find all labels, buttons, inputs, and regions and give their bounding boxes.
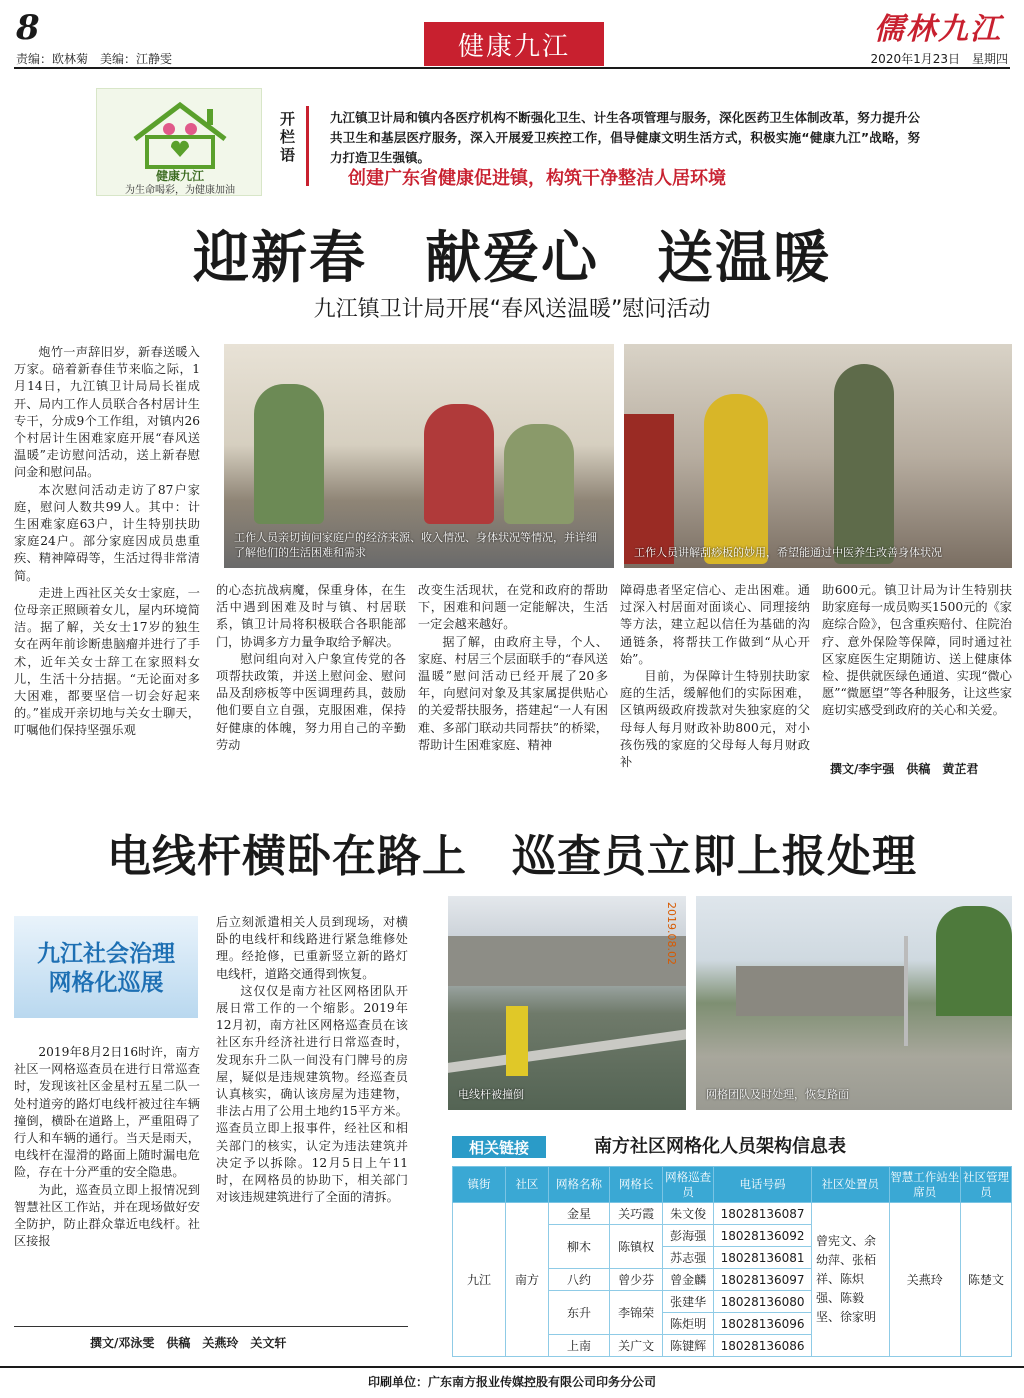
- phone-cell: 18028136080: [714, 1291, 812, 1313]
- grid-name-cell: 金星: [548, 1203, 609, 1225]
- grid-name-cell: 八约: [548, 1269, 609, 1291]
- inspector-cell: 张建华: [663, 1291, 714, 1313]
- photo-tree: [936, 906, 1012, 1016]
- table-header: 镇街: [453, 1167, 506, 1203]
- intro-divider: [306, 106, 309, 186]
- photo-fallen-pole: [448, 896, 686, 1110]
- inspector-cell: 彭海强: [663, 1225, 714, 1247]
- phone-cell: 18028136087: [714, 1203, 812, 1225]
- photo-caption: 电线杆被撞倒: [458, 1088, 524, 1101]
- byline-divider: [14, 1326, 408, 1327]
- article1-column-1: [14, 344, 200, 788]
- phone-cell: 18028136086: [714, 1335, 812, 1357]
- grid-name-cell: 上南: [548, 1335, 609, 1357]
- column-intro-text: 九江镇卫计局和镇内各医疗机构不断强化卫生、计生各项管理与服务，深化医药卫生体制改革，努力提升公共卫生和基层医疗服务，深入开展爱卫疾控工作，倡导健康文明生活方式，积极实施“健康九江”战略，努力打造卫生强镇。: [330, 110, 920, 165]
- photo-building: [448, 936, 686, 986]
- photo-timestamp: 2019.08.02: [665, 902, 678, 965]
- article1-headline: 迎新春 献爱心 送温暖: [193, 226, 831, 291]
- logo-text: 健康九江: [155, 169, 204, 183]
- paragraph: 本次慰问活动走访了87户家庭，慰问人数共99人。其中：计生困难家庭63户，计生特别扶助家庭24户。部分家庭因成员患重疾、精神障碍等，生活过得非常清简。: [14, 482, 200, 583]
- article2-byline: 撰文/邓泳雯 供稿 关燕玲 关文轩: [90, 1336, 287, 1350]
- health-jiujiang-logo: [96, 88, 262, 196]
- grid-leader-cell: 关巧霞: [610, 1203, 663, 1225]
- seat-cell: 关燕玲: [889, 1203, 960, 1357]
- table-row: [453, 1203, 1012, 1225]
- paragraph: 炮竹一声辞旧岁，新春送暖入万家。碚着新春佳节来临之际，1月14日，九江镇卫计局局长崔成开、局内工作人员联合各村居计生专干，分成9个工作组，对镇内26个村居计生困难家庭开展“春风送温暖”走访慰问活动，送上新春慰问金和慰问品。: [14, 345, 200, 480]
- photo-caption: 工作人员亲切询问家庭户的经济来源、收入情况、身体状况等情况，并详细了解他们的生活困难和需求: [234, 531, 597, 559]
- issue-date: 2020年1月23日 星期四: [870, 52, 1008, 66]
- grid-leader-cell: 陈镇权: [610, 1225, 663, 1269]
- article1-column-4: [620, 582, 810, 778]
- table-header: 智慧工作站坐席员: [889, 1167, 960, 1203]
- table-header: 网格名称: [548, 1167, 609, 1203]
- related-link-label: 相关链接: [452, 1136, 546, 1158]
- inspector-cell: 陈炬明: [663, 1313, 714, 1335]
- phone-cell: 18028136092: [714, 1225, 812, 1247]
- article2-headline: 电线杆横卧在路上 巡查员立即上报处理: [107, 831, 917, 882]
- phone-cell: 18028136097: [714, 1269, 812, 1291]
- paragraph: 目前，为保障计生特别扶助家庭的生活，缓解他们的实际困难，区镇两级政府拨款对失独家庭的父母每人每月财政补助800元，对小孩伤残的家庭的父母每人每月财政补: [620, 669, 810, 770]
- paragraph: 这仅仅是南方社区网格团队开展日常工作的一个缩影。2019年12月初，南方社区网格巡查员在该社区东升经济社进行日常巡查时，发现东升二队一间没有门牌号的房屋，疑似是违规建筑物。经巡查员认真核实，确认该房屋为违建物，非法占用了公用土地约15平方米。巡查员立即上报事件，经社区和相关部门的核实，认定为违法建筑并决定予以拆除。12月5日上午11时，在网格员的协助下，相关部门对该违规建筑进行了全面的清拆。: [216, 983, 408, 1205]
- page-number: 8: [16, 8, 40, 48]
- grid-leader-cell: 李锦荣: [610, 1291, 663, 1335]
- masthead-logo: 儒林九江: [874, 12, 1002, 47]
- paragraph: 后立刻派遣相关人员到现场，对横卧的电线杆和线路进行紧急维修处理。经抢修，已重新竖立新的路灯电线杆，道路交通得到恢复。: [216, 915, 408, 981]
- phone-cell: 18028136081: [714, 1247, 812, 1269]
- photo-figure: [704, 394, 768, 564]
- grid-leader-cell: 曾少芬: [610, 1269, 663, 1291]
- photo-figure: [424, 404, 494, 524]
- section-title: 健康九江: [424, 22, 604, 66]
- table-header: 社区: [506, 1167, 549, 1203]
- paragraph: 障碍患者坚定信心、走出困难。通过深入村居面对面谈心、同理接纳等方法，建立起以信任为基础的沟通链条，将帮扶工作做到“从心开始”。: [620, 583, 810, 666]
- photo-figure: [506, 1006, 528, 1076]
- house-icon: [129, 99, 231, 169]
- photo-building: [736, 966, 906, 1016]
- table-header: 网格长: [610, 1167, 663, 1203]
- photo-figure: [504, 424, 574, 524]
- disposer-cell: 曾宪文、余幼萍、张栢祥、陈炽强、陈毅坚、徐家明: [812, 1203, 890, 1357]
- inspector-cell: 陈键辉: [663, 1335, 714, 1357]
- article2-column-1: [14, 1044, 200, 1308]
- table-title: 南方社区网格化人员架构信息表: [594, 1136, 846, 1157]
- table-header: 社区管理员: [960, 1167, 1011, 1203]
- article1-column-3: [418, 582, 608, 778]
- photo-home-visit: [224, 344, 614, 568]
- footer-divider: [0, 1366, 1024, 1368]
- inspector-cell: 苏志强: [663, 1247, 714, 1269]
- photo-caption: 工作人员讲解刮痧板的妙用，希望能通过中医养生改善身体状况: [634, 546, 942, 559]
- photo-restored-road: [696, 896, 1012, 1110]
- inspector-cell: 曾金麟: [663, 1269, 714, 1291]
- paragraph: 据了解，由政府主导，个人、家庭、村居三个层面联手的“春风送温暖”慰问活动已经开展了20多年，向慰问对象及其家属提供贴心的关爱帮扶服务，搭建起“一人有困难、多部门联动共同帮扶”的桥梁，帮助计生困难家庭、精神: [418, 634, 608, 752]
- banner-title: [14, 940, 198, 998]
- photo-caption: 网格团队及时处理，恢复路面: [706, 1088, 849, 1101]
- article1-subheadline: 九江镇卫计局开展“春风送温暖”慰问活动: [313, 297, 711, 322]
- grid-name-cell: 东升: [548, 1291, 609, 1335]
- logo-slogan: 为生命喝彩，为健康加油: [125, 185, 235, 196]
- photo-pole: [904, 936, 908, 1046]
- paragraph: 助600元。镇卫计局为计生特别扶助家庭每一成员购买1500元的《家庭综合险》，包含重疾赔付、住院治疗、意外保险等保障，同时通过社区家庭医生定期随访、送上健康体检、提供就医绿色通道、实现“微心愿”“微愿望”等各种服务，让这些家庭切实感受到政府的关心和关爱。: [822, 583, 1012, 718]
- community-cell: 南方: [506, 1203, 549, 1357]
- paragraph: 走进上西社区关女士家庭，一位母亲正照顾着女儿，屋内环境简洁。据了解，关女士17岁的独生女在两年前诊断患脑瘤并进行了手术，近年关女士辞工在家照料女儿，生活十分拮据。“无论面对多大困难，都要坚信一切会好起来的。”崔成开亲切地与关女士聊天，叮嘱他们保持坚强乐观: [14, 585, 200, 738]
- article2-column-2: [216, 914, 408, 1310]
- photo-figure: [834, 364, 894, 564]
- paragraph: 2019年8月2日16时许，南方社区一网格巡查员在进行日常巡查时，发现该社区金星村五星二队一处村道旁的路灯电线杆被过往车辆撞倒，横卧在道路上，严重阻碍了行人和车辆的通行。当天是雨天，电线杆在湿滑的路面上随时漏电危险，存在十分严重的安全隐患。: [14, 1045, 200, 1180]
- grid-patrol-banner: [14, 916, 198, 1018]
- paragraph: 慰问组向对入户象宣传党的各项帮扶政策，并送上慰问金、慰问品及刮痧板等中医调理药具，鼓励他们要自立自强，克服困难，保持好健康的体魄，努力用自己的辛勤劳动: [216, 651, 406, 752]
- printer-credit: 印刷单位：广东南方报业传媒控股有限公司印务分公司: [367, 1375, 656, 1389]
- banner-title-line: 九江社会治理: [37, 941, 175, 967]
- photo-gift-delivery: [624, 344, 1012, 568]
- table-header: 电话号码: [714, 1167, 812, 1203]
- phone-cell: 18028136096: [714, 1313, 812, 1335]
- grid-staff-table: [452, 1166, 1012, 1357]
- photo-figure: [254, 384, 324, 524]
- paragraph: 改变生活现状，在党和政府的帮助下，困难和问题一定能解决，生活一定会越来越好。: [418, 583, 608, 632]
- intro-slogan: 创建广东省健康促进镇，构筑干净整洁人居环境: [348, 168, 726, 189]
- photo-pole: [448, 1028, 686, 1074]
- paragraph: 的心态抗战病魔，保重身体，在生活中遇到困难及时与镇、村居联系，镇卫计局将积极联合各职能部门，协调多方力量争取给予解决。: [216, 583, 406, 649]
- article1-byline: 撰文/李宇强 供稿 黄芷君: [830, 762, 979, 776]
- editors-credit: 责编：欧林菊 美编：江静雯: [16, 52, 173, 66]
- inspector-cell: 朱文俊: [663, 1203, 714, 1225]
- grid-name-cell: 柳木: [548, 1225, 609, 1269]
- table-header: 网格巡查员: [663, 1167, 714, 1203]
- column-intro-label: 开栏语: [280, 110, 296, 164]
- banner-title-line: 网格化巡展: [48, 970, 164, 996]
- paragraph: 为此，巡查员立即上报情况到智慧社区工作站，并在现场做好安全防护，防止群众靠近电线杆。社区接报: [14, 1182, 200, 1249]
- photo-cabinet: [624, 414, 674, 564]
- admin-cell: 陈楚文: [960, 1203, 1011, 1357]
- article1-column-5: [822, 582, 1012, 758]
- table-header: 社区处置员: [812, 1167, 890, 1203]
- article1-column-2: [216, 582, 406, 778]
- grid-leader-cell: 关广文: [610, 1335, 663, 1357]
- header-divider: [14, 67, 1010, 69]
- town-cell: 九江: [453, 1203, 506, 1357]
